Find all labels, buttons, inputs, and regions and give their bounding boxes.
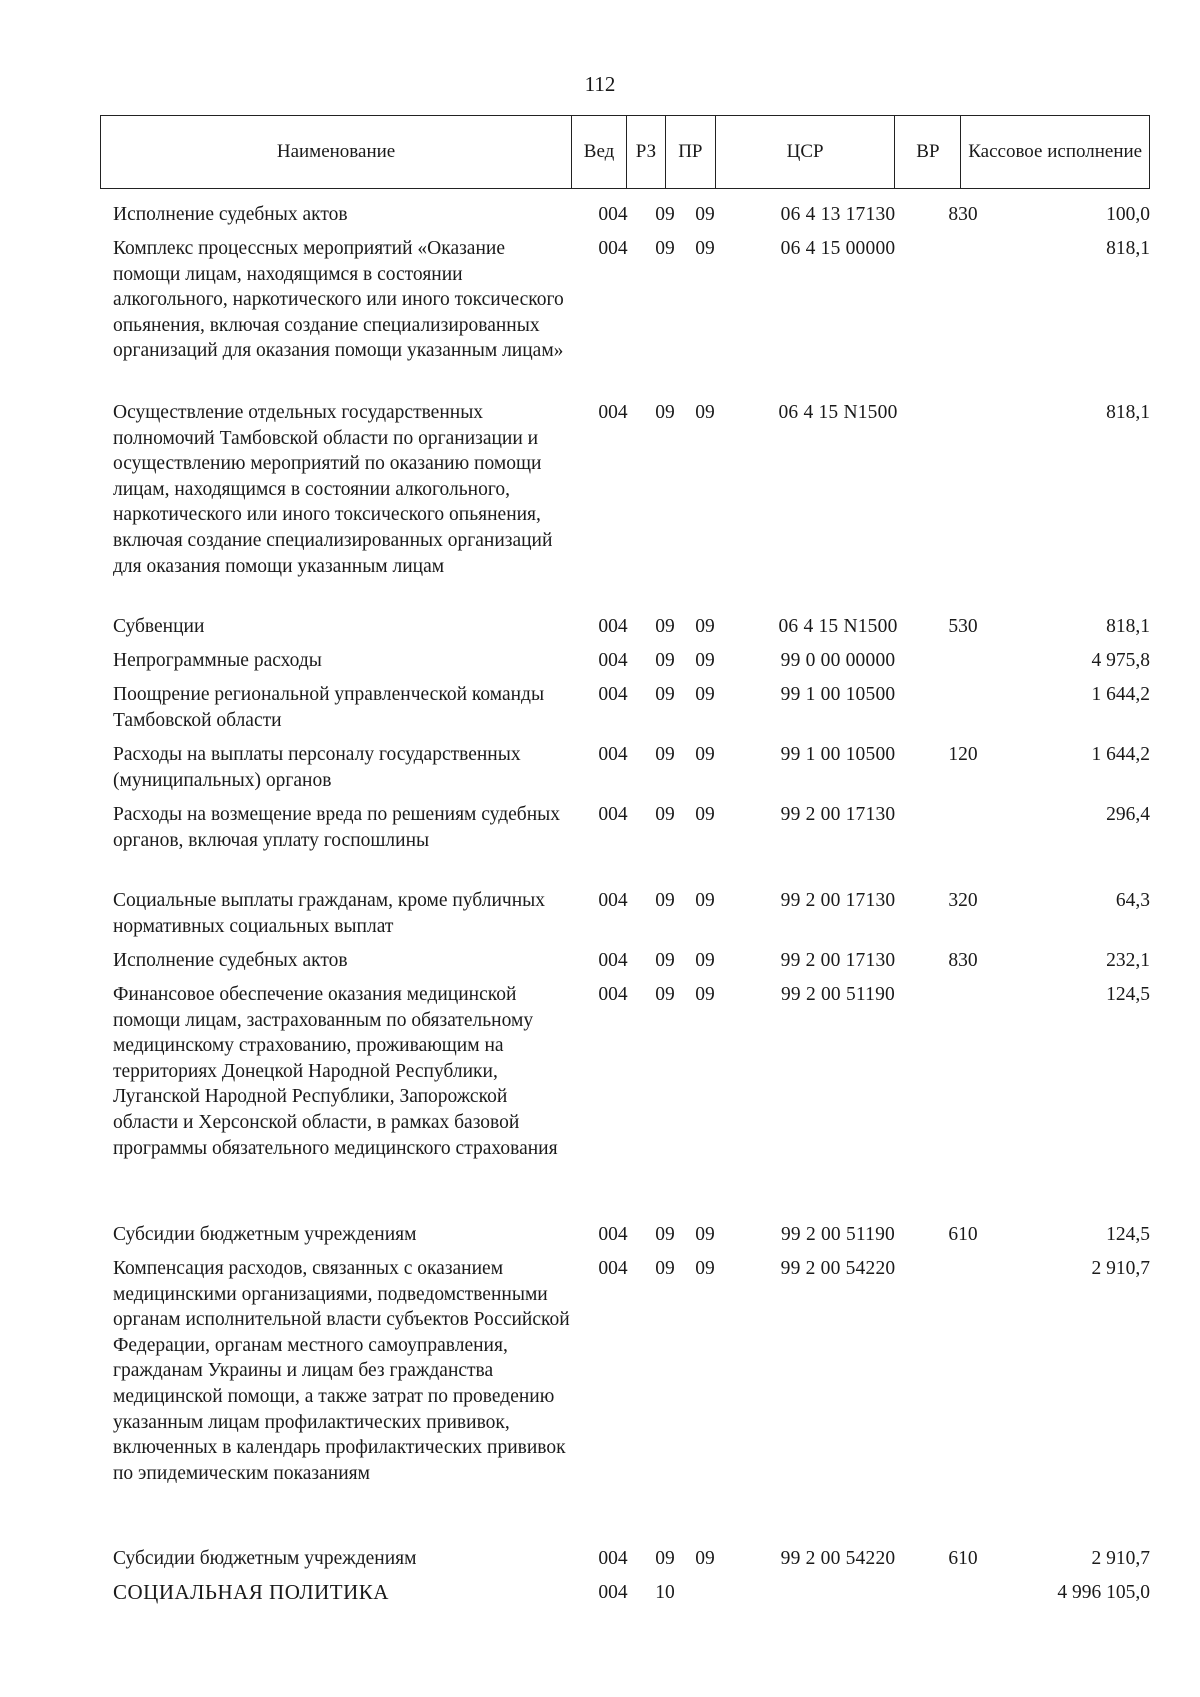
row-csr: 06 4 15 00000 <box>780 238 896 259</box>
row-rz: 09 <box>655 744 675 765</box>
row-vr: 830 <box>948 950 978 971</box>
header-name: Наименование <box>101 116 572 188</box>
row-sum: 4 975,8 <box>1091 650 1150 671</box>
row-sum: 1 644,2 <box>1091 684 1150 705</box>
row-rz: 09 <box>655 804 675 825</box>
row-name: Субсидии бюджетным учреждениям <box>113 1224 417 1245</box>
row-ved: 004 <box>598 684 628 705</box>
row-csr: 99 2 00 17130 <box>780 950 896 971</box>
header-sum: Кассовое исполнение <box>968 141 1143 163</box>
row-sum: 124,5 <box>1106 984 1150 1005</box>
row-pr: 09 <box>695 1258 715 1279</box>
row-csr: 99 2 00 17130 <box>780 804 896 825</box>
row-csr: 99 1 00 10500 <box>780 744 896 765</box>
row-pr: 09 <box>695 950 715 971</box>
row-sum: 64,3 <box>1115 890 1150 911</box>
row-sum: 818,1 <box>1106 616 1150 637</box>
row-csr: 06 4 15 N1500 <box>778 402 898 423</box>
row-rz: 09 <box>655 1258 675 1279</box>
row-rz: 09 <box>655 684 675 705</box>
page-number: 112 <box>584 72 616 96</box>
row-vr: 530 <box>948 616 978 637</box>
row-rz: 09 <box>655 650 675 671</box>
row-pr: 09 <box>695 650 715 671</box>
row-rz: 09 <box>655 1548 675 1569</box>
row-name: Финансовое обеспечение оказания медицинской помощи лицам, застрахованным по обязательному медицинскому страхованию, проживающим на территориях Донецкой Народной Республики, Луганской Народной Республики, Запорожской области и Херсонской области, в рамках базовой программы обязательного медицинского страхования <box>113 984 558 1159</box>
row-rz: 09 <box>655 204 675 225</box>
row-csr: 99 0 00 00000 <box>780 650 896 671</box>
row-ved: 004 <box>598 1582 628 1603</box>
row-name: Расходы на выплаты персоналу государственных (муниципальных) органов <box>113 744 521 791</box>
row-vr: 320 <box>948 890 978 911</box>
row-pr: 09 <box>695 684 715 705</box>
row-csr: 99 2 00 51190 <box>780 984 895 1005</box>
row-csr: 06 4 15 N1500 <box>778 616 898 637</box>
row-name: Осуществление отдельных государственных полномочий Тамбовской области по организации и осуществлению мероприятий по оказанию помощи лицам, находящимся в состоянии алкогольного, наркотического или иного токсического опьянения, включая создание специализированных организаций для оказания помощи указанным лицам <box>113 402 553 577</box>
row-sum: 818,1 <box>1106 402 1150 423</box>
row-pr: 09 <box>695 238 715 259</box>
row-ved: 004 <box>598 238 628 259</box>
header-rz: РЗ <box>627 116 666 188</box>
row-pr: 09 <box>695 616 715 637</box>
row-pr: 09 <box>695 402 715 423</box>
row-ved: 004 <box>598 204 628 225</box>
header-pr: ПР <box>666 116 716 188</box>
row-name: Поощрение региональной управленческой команды Тамбовской области <box>113 684 545 731</box>
row-pr: 09 <box>695 204 715 225</box>
row-name: Исполнение судебных актов <box>113 950 348 971</box>
row-pr: 09 <box>695 890 715 911</box>
row-ved: 004 <box>598 744 628 765</box>
row-pr: 09 <box>695 804 715 825</box>
row-csr: 99 2 00 17130 <box>780 890 896 911</box>
row-rz: 09 <box>655 1224 675 1245</box>
row-rz: 09 <box>655 238 675 259</box>
row-name: Комплекс процессных мероприятий «Оказание помощи лицам, находящимся в состоянии алкогольного, наркотического или иного токсического опьянения, включая создание специализированных организаций для оказания помощи указанным лицам» <box>113 238 564 362</box>
header-ved: Вед <box>572 116 627 188</box>
row-pr: 09 <box>695 984 715 1005</box>
header-vr: ВР <box>895 116 961 188</box>
row-vr: 610 <box>948 1224 978 1245</box>
row-name: Социальные выплаты гражданам, кроме публичных нормативных социальных выплат <box>113 890 545 937</box>
row-sum: 124,5 <box>1106 1224 1150 1245</box>
row-ved: 004 <box>598 1258 628 1279</box>
row-pr: 09 <box>695 1224 715 1245</box>
row-rz: 09 <box>655 984 675 1005</box>
row-csr: 99 2 00 54220 <box>780 1258 896 1279</box>
row-name: СОЦИАЛЬНАЯ ПОЛИТИКА <box>113 1580 389 1604</box>
row-sum: 296,4 <box>1106 804 1150 825</box>
row-rz: 09 <box>655 890 675 911</box>
row-ved: 004 <box>598 650 628 671</box>
row-sum: 2 910,7 <box>1091 1548 1150 1569</box>
row-sum: 2 910,7 <box>1091 1258 1150 1279</box>
row-ved: 004 <box>598 890 628 911</box>
row-ved: 004 <box>598 402 628 423</box>
row-sum: 818,1 <box>1106 238 1150 259</box>
row-ved: 004 <box>598 804 628 825</box>
row-ved: 004 <box>598 984 628 1005</box>
row-name: Исполнение судебных актов <box>113 204 348 225</box>
row-csr: 06 4 13 17130 <box>780 204 896 225</box>
row-vr: 830 <box>948 204 978 225</box>
row-name: Непрограммные расходы <box>113 650 322 671</box>
row-pr: 09 <box>695 1548 715 1569</box>
header-csr: ЦСР <box>716 116 896 188</box>
row-sum: 232,1 <box>1106 950 1150 971</box>
row-name: Расходы на возмещение вреда по решениям судебных органов, включая уплату госпошлины <box>113 804 560 851</box>
row-ved: 004 <box>598 1224 628 1245</box>
row-name: Компенсация расходов, связанных с оказанием медицинскими организациями, подведомственными органам исполнительной власти субъектов Российской Федерации, органам местного самоуправления, гражданам Украины и лицам без гражданства медицинской помощи, а также затрат по проведению указанным лицам профилактических прививок, включенных в календарь профилактических прививок по эпидемическим показаниям <box>113 1258 570 1484</box>
row-ved: 004 <box>598 1548 628 1569</box>
row-rz: 09 <box>655 950 675 971</box>
row-sum: 4 996 105,0 <box>1057 1582 1150 1603</box>
row-sum: 100,0 <box>1106 204 1150 225</box>
row-ved: 004 <box>598 616 628 637</box>
row-csr: 99 2 00 51190 <box>780 1224 895 1245</box>
row-pr: 09 <box>695 744 715 765</box>
row-vr: 120 <box>948 744 978 765</box>
row-vr: 610 <box>948 1548 978 1569</box>
row-csr: 99 1 00 10500 <box>780 684 896 705</box>
row-sum: 1 644,2 <box>1091 744 1150 765</box>
row-name: Субвенции <box>113 616 205 637</box>
row-ved: 004 <box>598 950 628 971</box>
row-name: Субсидии бюджетным учреждениям <box>113 1548 417 1569</box>
row-rz: 09 <box>655 616 675 637</box>
row-rz: 09 <box>655 402 675 423</box>
row-csr: 99 2 00 54220 <box>780 1548 896 1569</box>
row-rz: 10 <box>655 1582 675 1603</box>
